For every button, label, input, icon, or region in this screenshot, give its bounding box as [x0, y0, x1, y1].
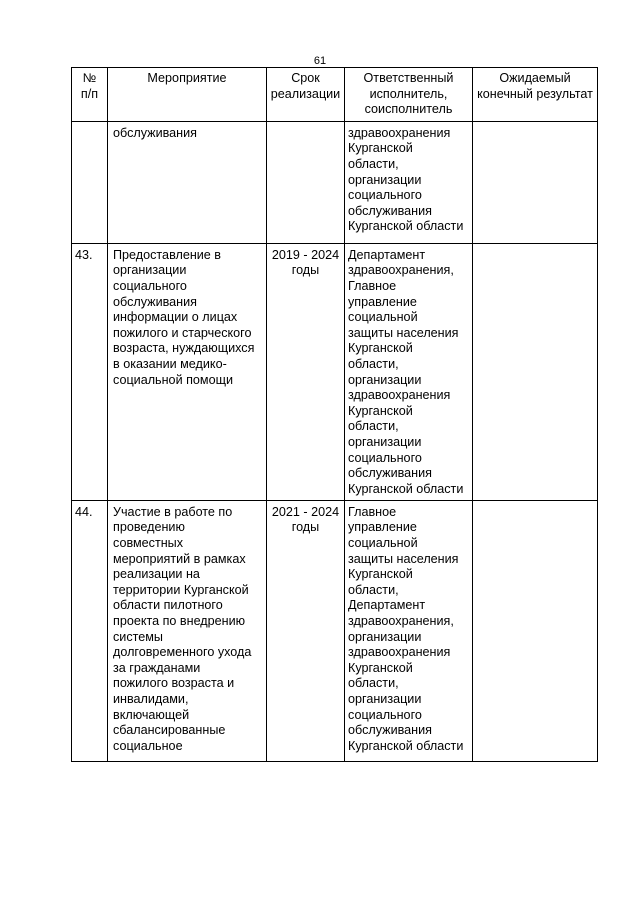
text-line: 2021 - 2024: [271, 504, 340, 519]
text-line: Департамент: [348, 598, 426, 613]
text-line: обслуживания: [348, 466, 432, 481]
header-responsible: [345, 68, 473, 122]
text-line: конечный результат: [477, 86, 593, 101]
text-line: долговременного ухода: [113, 645, 252, 660]
row-responsible: [345, 500, 473, 761]
text-line: социальной: [348, 310, 418, 325]
text-line: проведению: [113, 520, 185, 535]
text-line: проекта по внедрению: [113, 613, 246, 628]
text-line: обслуживания: [113, 294, 197, 309]
text-line: области,: [348, 419, 399, 434]
text-line: организации: [113, 263, 187, 278]
text-line: организации: [348, 434, 422, 449]
text-line: Курганской: [348, 141, 413, 156]
text-line: инвалидами,: [113, 691, 189, 706]
text-line: организации: [348, 629, 422, 644]
text-line: Курганской: [348, 660, 413, 675]
row-event: [108, 243, 267, 500]
text-line: Курганской: [348, 341, 413, 356]
text-line: социального: [348, 188, 422, 203]
text-line: за гражданами: [113, 660, 201, 675]
text-line: социальное: [113, 738, 183, 753]
text-line: здравоохранения: [348, 645, 451, 660]
row-responsible: [345, 121, 473, 243]
table-row: [72, 500, 598, 761]
text-line: области,: [348, 676, 399, 691]
text-line: включающей: [113, 707, 190, 722]
text-line: совместных: [113, 535, 184, 550]
row-responsible: [345, 243, 473, 500]
text-line: Курганской области: [348, 738, 464, 753]
text-line: реализации на: [113, 567, 200, 582]
text-line: организации: [348, 372, 422, 387]
text-line: управление: [348, 520, 417, 535]
text-line: Предоставление в: [113, 247, 221, 262]
text-line: реализации: [270, 86, 341, 101]
text-line: социального: [348, 450, 422, 465]
row-term: [267, 121, 345, 243]
text-line: обслуживания: [113, 125, 197, 140]
text-line: здравоохранения,: [348, 613, 454, 628]
text-line: области пилотного: [113, 598, 223, 613]
text-line: территории Курганской: [113, 582, 249, 597]
row-event: [108, 121, 267, 243]
text-line: социального: [348, 707, 422, 722]
text-line: социальной помощи: [113, 372, 233, 387]
header-event: [108, 68, 267, 122]
text-line: Участие в работе по: [113, 504, 233, 519]
text-line: социальной: [348, 535, 418, 550]
header-num: [72, 68, 108, 122]
text-line: Срок: [291, 71, 320, 85]
text-line: Департамент: [348, 247, 426, 262]
row-number: 43.: [72, 243, 108, 500]
text-line: обслуживания: [348, 203, 432, 218]
text-line: организации: [348, 172, 422, 187]
text-line: здравоохранения: [348, 125, 451, 140]
text-line: области,: [348, 582, 399, 597]
text-line: сбалансированные: [113, 723, 226, 738]
text-line: мероприятий в рамках: [113, 551, 246, 566]
text-line: информации о лицах: [113, 310, 238, 325]
row-result: [473, 243, 598, 500]
row-number: 44.: [72, 500, 108, 761]
text-line: Курганской: [348, 403, 413, 418]
text-line: социального: [113, 278, 187, 293]
header-result: [473, 68, 598, 122]
text-line: п/п: [80, 86, 99, 101]
text-line: Мероприятие: [147, 71, 227, 85]
text-line: исполнитель,: [369, 86, 448, 101]
text-line: здравоохранения: [348, 388, 451, 403]
measures-table: [71, 67, 598, 762]
row-result: [473, 121, 598, 243]
text-line: защиты населения: [348, 325, 459, 340]
row-number: [72, 121, 108, 243]
text-line: возраста, нуждающихся: [113, 341, 255, 356]
text-line: управление: [348, 294, 417, 309]
text-line: области,: [348, 156, 399, 171]
text-line: обслуживания: [348, 723, 432, 738]
text-line: Ответственный: [363, 71, 454, 85]
text-line: системы: [113, 629, 163, 644]
text-line: области,: [348, 356, 399, 371]
text-line: в оказании медико-: [113, 356, 227, 371]
page-number: 61: [313, 55, 327, 67]
text-line: Курганской: [348, 567, 413, 582]
text-line: организации: [348, 691, 422, 706]
text-line: 2019 - 2024: [271, 247, 340, 262]
text-line: годы: [291, 520, 320, 535]
row-term: [267, 500, 345, 761]
table-row: [72, 121, 598, 243]
text-line: соисполнитель: [364, 102, 453, 117]
text-line: Главное: [348, 278, 397, 293]
row-event: [108, 500, 267, 761]
table-header-row: [72, 68, 598, 122]
text-line: №: [82, 71, 97, 85]
text-line: пожилого и старческого: [113, 325, 252, 340]
text-line: Главное: [348, 504, 397, 519]
text-line: защиты населения: [348, 551, 459, 566]
text-line: годы: [291, 263, 320, 278]
text-line: Ожидаемый: [499, 71, 571, 85]
text-line: Курганской области: [348, 219, 464, 234]
text-line: здравоохранения,: [348, 263, 454, 278]
text-line: пожилого возраста и: [113, 676, 235, 691]
row-term: [267, 243, 345, 500]
header-term: [267, 68, 345, 122]
text-line: Курганской области: [348, 481, 464, 496]
row-result: [473, 500, 598, 761]
table-row: [72, 243, 598, 500]
